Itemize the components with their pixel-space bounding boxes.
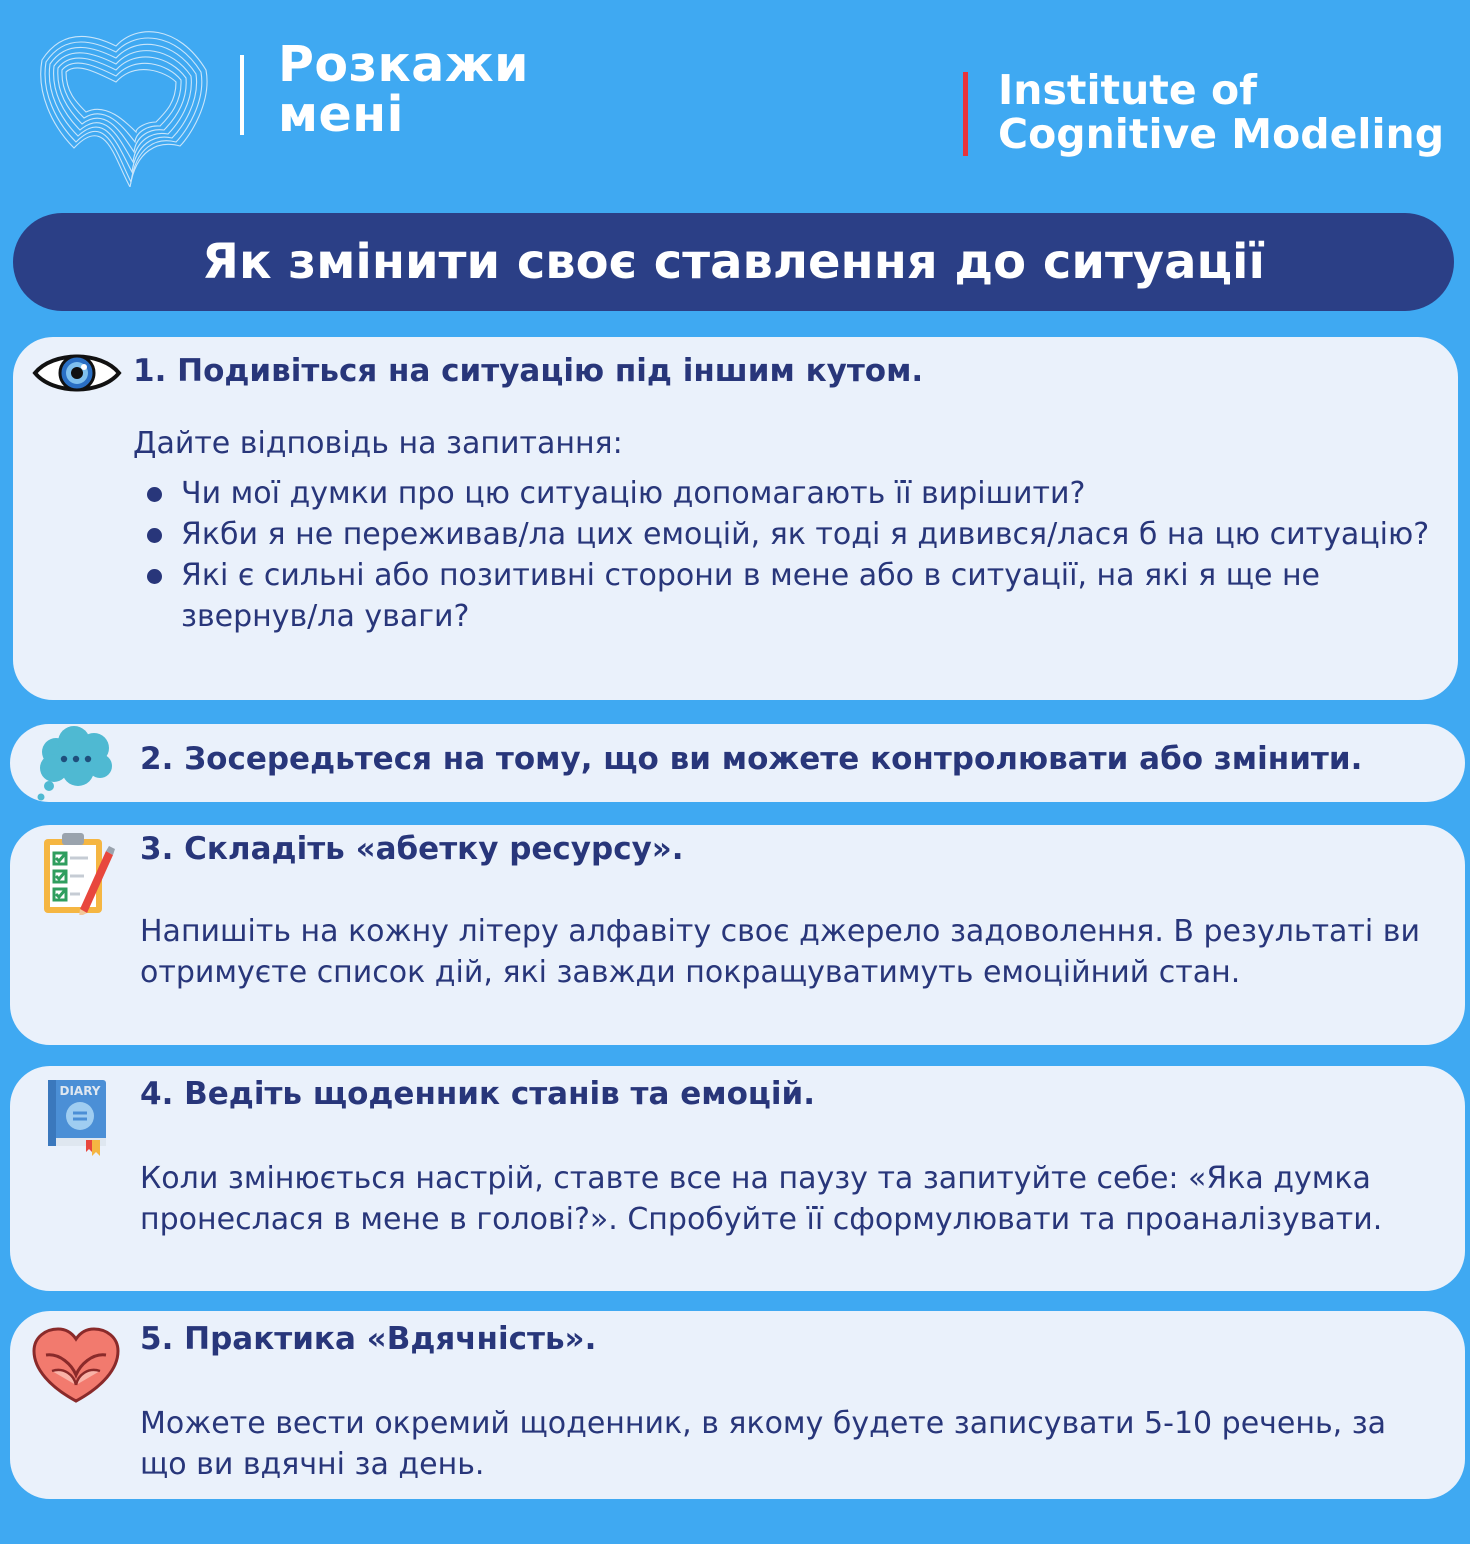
tip-2-title: 2. Зосередьтеся на тому, що ви можете контролювати або змінити. (140, 741, 1363, 777)
tip-4-body: Коли змінюється настрій, ставте все на паузу та запитуйте себе: «Яка думка пронеслася в мене в голові?». Спробуйте її сформулювати та проаналізувати. (140, 1161, 1383, 1237)
eye-icon (31, 347, 123, 403)
tip-3-title: 3. Складіть «абетку ресурсу». (140, 831, 684, 867)
brand-name-line2: мені (278, 86, 404, 143)
institute-name (998, 68, 1444, 156)
brand-logo (36, 22, 211, 187)
list-item: Якби я не переживав/ла цих емоцій, як тоді я дивився/лася б на цю ситуацію? (139, 514, 1439, 555)
tip-1-questions (139, 473, 1439, 637)
brand-divider (240, 55, 244, 135)
tip-3-body: Напишіть на кожну літеру алфавіту своє джерело задоволення. В результаті ви отримуєте список дій, які завжди покращуватимуть емоційний стан. (140, 914, 1420, 990)
tip-5-title: 5. Практика «Вдячність». (140, 1321, 597, 1357)
brand-name (278, 36, 529, 143)
tip-5-body: Можете вести окремий щоденник, в якому будете записувати 5-10 речень, за що ви вдячні за день. (140, 1406, 1387, 1482)
tip-1-intro: Дайте відповідь на запитання: (133, 426, 623, 461)
wave-face-logo-icon (36, 22, 211, 187)
brand-name-line1: Розкажи (278, 36, 529, 93)
diary-book-icon (44, 1076, 118, 1160)
title-bar (13, 213, 1454, 311)
self-hug-heart-icon (30, 1325, 122, 1409)
diary-label: DIARY (59, 1084, 101, 1098)
tip-card-4 (10, 1066, 1465, 1291)
page-title: Як змінити своє ставлення до ситуації (202, 234, 1265, 290)
thought-cloud-icon (34, 724, 118, 808)
tip-card-3 (10, 825, 1465, 1045)
checklist-clipboard-icon (40, 829, 116, 919)
institute-name-line1: Institute of (998, 66, 1257, 114)
tip-card-5 (10, 1311, 1465, 1499)
tip-4-title: 4. Ведіть щоденник станів та емоцій. (140, 1076, 815, 1112)
list-item: Чи мої думки про цю ситуацію допомагають її вирішити? (139, 473, 1439, 514)
institute-name-line2: Cognitive Modeling (998, 110, 1445, 158)
tip-card-1 (13, 337, 1458, 700)
institute-divider (963, 72, 968, 156)
list-item: Які є сильні або позитивні сторони в мене або в ситуації, на які я ще не звернув/ла уваги? (139, 555, 1439, 637)
tip-1-title: 1. Подивіться на ситуацію під іншим кутом. (133, 353, 924, 389)
tip-card-2 (10, 724, 1465, 802)
